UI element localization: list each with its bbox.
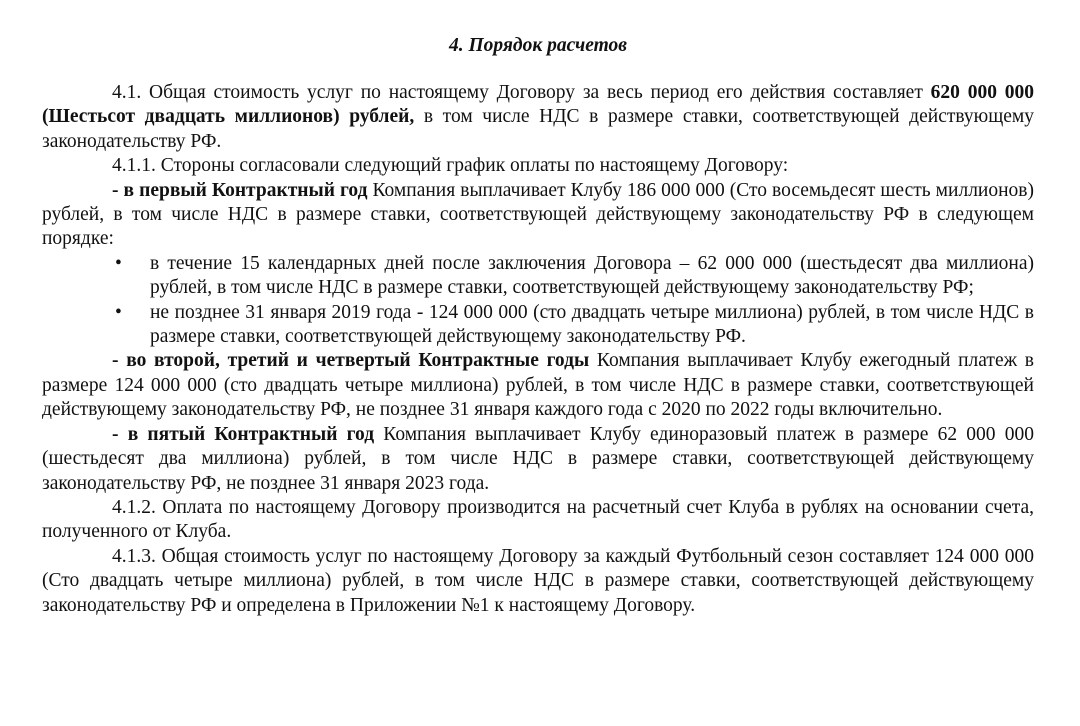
section-title: 4. Порядок расчетов <box>448 35 628 56</box>
first-year-dash: - <box>112 179 124 201</box>
clause-4-1-suffix: в том числе НДС в размере ставки, соответствующей действующему законодательству РФ. <box>42 106 1034 152</box>
list-item <box>42 301 1034 350</box>
clause-4-1 <box>42 81 1034 154</box>
years-2-4-text: Компания выплачивает Клубу ежегодный платеж в размере 124 000 000 (сто двадцать четыре миллиона) рублей, в том числе НДС в размере ставки, соответствующей действующему законодательству РФ, не позднее 31 января каждого года с 2020 по 2022 годы включительно. <box>42 350 1034 421</box>
clause-4-1-3: 4.1.3. Общая стоимость услуг по настоящему Договору за каждый Футбольный сезон составляет 124 000 000 (Сто двадцать четыре миллиона) рублей, в том числе НДС в размере ставки, соответствующей действующему законодательству РФ и определена в Приложении №1 к настоящему Договору. <box>42 545 1034 616</box>
years-2-4-dash: - <box>112 350 127 372</box>
bullet-icon: • <box>115 301 122 323</box>
first-year-text: Компания выплачивает Клубу 186 000 000 (Сто восемьдесят шесть миллионов) рублей, в том числе НДС в размере ставки, соответствующей действующему законодательству РФ в следующем порядке: <box>42 179 1034 250</box>
first-year-label: в первый Контрактный год <box>123 179 368 201</box>
bullet-icon: • <box>115 252 122 274</box>
fifth-year-dash: - <box>112 423 128 445</box>
clause-4-1-prefix: 4.1. Общая стоимость услуг по настоящему Договору за весь период его действия составляет <box>112 82 931 103</box>
list-item <box>42 252 1034 301</box>
years-2-4-paragraph <box>42 349 1034 422</box>
list-item-text: в течение 15 календарных дней после заключения Договора – 62 000 000 (шестьдесят два миллиона) рублей, в том числе НДС в размере ставки, соответствующей действующему законодательству РФ; <box>150 252 1034 299</box>
total-amount: 620 000 000 (Шестьсот двадцать миллионов) рублей, <box>42 82 1035 128</box>
list-item-text: не позднее 31 января 2019 года - 124 000 000 (сто двадцать четыре миллиона) рублей, в том числе НДС в размере ставки, соответствующей действующему законодательству РФ. <box>150 301 1034 348</box>
years-2-4-label: во второй, третий и четвертый Контрактные годы <box>126 350 590 372</box>
first-year-paragraph <box>42 179 1034 252</box>
clause-4-1-1: 4.1.1. Стороны согласовали следующий график оплаты по настоящему Договору: <box>112 155 789 177</box>
document-body <box>42 34 1034 618</box>
payment-schedule-list <box>42 252 1034 350</box>
fifth-year-text: Компания выплачивает Клубу единоразовый платеж в размере 62 000 000 (шестьдесят два миллиона) рублей, в том числе НДС в размере ставки, соответствующей действующему законодательству РФ, не позднее 31 января 2023 года. <box>42 423 1034 494</box>
fifth-year-label: в пятый Контрактный год <box>127 423 375 445</box>
clause-4-1-2: 4.1.2. Оплата по настоящему Договору производится на расчетный счет Клуба в рублях на основании счета, полученного от Клуба. <box>42 496 1034 543</box>
fifth-year-paragraph <box>42 423 1034 496</box>
